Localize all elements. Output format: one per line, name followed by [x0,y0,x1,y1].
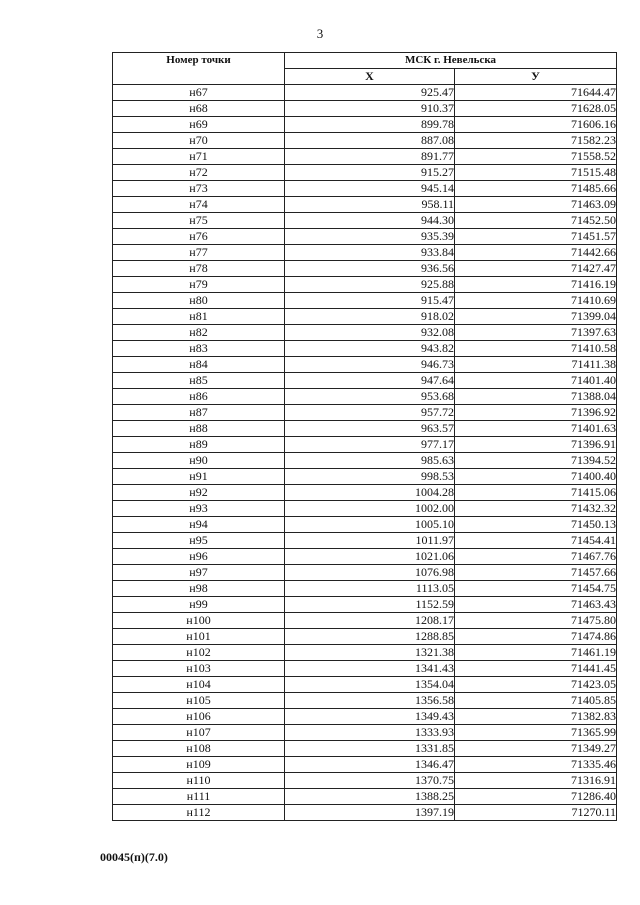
y-value-cell: 71349.27 [455,741,617,757]
y-value-cell: 71467.76 [455,549,617,565]
y-value-cell: 71365.99 [455,725,617,741]
x-value-cell: 933.84 [285,245,455,261]
point-number-cell: н83 [113,341,285,357]
y-value-cell: 71270.11 [455,805,617,821]
y-value-cell: 71644.47 [455,85,617,101]
x-value-cell: 1076.98 [285,565,455,581]
point-number-cell: н67 [113,85,285,101]
coordinates-table-body [113,85,617,821]
table-row [113,757,617,773]
y-value-cell: 71415.06 [455,485,617,501]
y-value-cell: 71628.05 [455,101,617,117]
y-value-cell: 71457.66 [455,565,617,581]
point-number-cell: н111 [113,789,285,805]
x-value-cell: 899.78 [285,117,455,133]
point-number-cell: н94 [113,517,285,533]
y-value-cell: 71452.50 [455,213,617,229]
y-value-cell: 71451.57 [455,229,617,245]
point-number-cell: н74 [113,197,285,213]
x-value-cell: 943.82 [285,341,455,357]
table-row [113,229,617,245]
point-number-cell: н84 [113,357,285,373]
y-value-cell: 71382.83 [455,709,617,725]
y-value-cell: 71286.40 [455,789,617,805]
table-row [113,565,617,581]
point-number-cell: н72 [113,165,285,181]
table-row [113,597,617,613]
point-number-cell: н87 [113,405,285,421]
x-value-cell: 1370.75 [285,773,455,789]
x-value-cell: 1341.43 [285,661,455,677]
x-value-cell: 1113.05 [285,581,455,597]
y-value-cell: 71582.23 [455,133,617,149]
y-value-cell: 71454.41 [455,533,617,549]
point-number-cell: н68 [113,101,285,117]
y-value-cell: 71427.47 [455,261,617,277]
x-value-cell: 1321.38 [285,645,455,661]
x-value-cell: 958.11 [285,197,455,213]
x-value-cell: 925.47 [285,85,455,101]
y-value-cell: 71410.69 [455,293,617,309]
table-row [113,549,617,565]
table-row [113,613,617,629]
y-value-cell: 71396.91 [455,437,617,453]
point-number-cell: н107 [113,725,285,741]
x-value-cell: 945.14 [285,181,455,197]
x-value-cell: 1333.93 [285,725,455,741]
x-value-cell: 1021.06 [285,549,455,565]
table-row [113,341,617,357]
table-row [113,293,617,309]
table-row [113,405,617,421]
point-number-cell: н77 [113,245,285,261]
point-number-cell: н88 [113,421,285,437]
y-value-cell: 71463.09 [455,197,617,213]
x-value-cell: 977.17 [285,437,455,453]
x-value-cell: 936.56 [285,261,455,277]
table-row [113,85,617,101]
x-value-cell: 935.39 [285,229,455,245]
point-number-cell: н110 [113,773,285,789]
x-value-cell: 1356.58 [285,693,455,709]
x-value-cell: 887.08 [285,133,455,149]
x-value-cell: 946.73 [285,357,455,373]
point-number-cell: н79 [113,277,285,293]
table-row [113,181,617,197]
point-number-cell: н93 [113,501,285,517]
point-number-cell: н102 [113,645,285,661]
y-value-cell: 71442.66 [455,245,617,261]
point-number-cell: н103 [113,661,285,677]
x-value-cell: 1004.28 [285,485,455,501]
y-value-cell: 71450.13 [455,517,617,533]
table-row [113,357,617,373]
y-value-cell: 71401.40 [455,373,617,389]
x-value-cell: 1152.59 [285,597,455,613]
table-row [113,677,617,693]
page-number: 3 [316,26,324,41]
table-row [113,581,617,597]
x-value-cell: 918.02 [285,309,455,325]
x-value-cell: 947.64 [285,373,455,389]
point-number-cell: н95 [113,533,285,549]
y-value-cell: 71454.75 [455,581,617,597]
x-value-cell: 1397.19 [285,805,455,821]
table-row [113,101,617,117]
x-value-cell: 944.30 [285,213,455,229]
y-value-cell: 71397.63 [455,325,617,341]
point-number-cell: н82 [113,325,285,341]
point-number-cell: н101 [113,629,285,645]
table-row [113,245,617,261]
point-number-cell: н92 [113,485,285,501]
point-number-cell: н69 [113,117,285,133]
table-row [113,149,617,165]
y-value-cell: 71485.66 [455,181,617,197]
table-row [113,213,617,229]
table-row [113,277,617,293]
table-row [113,197,617,213]
y-value-cell: 71432.32 [455,501,617,517]
table-row [113,261,617,277]
x-value-cell: 1011.97 [285,533,455,549]
y-value-cell: 71316.91 [455,773,617,789]
y-value-cell: 71475.80 [455,613,617,629]
point-number-cell: н108 [113,741,285,757]
point-number-cell: н112 [113,805,285,821]
coordinate-system-header: МСК г. Невельска [285,53,617,69]
point-number-cell: н86 [113,389,285,405]
point-number-header: Номер точки [113,53,285,85]
x-value-cell: 910.37 [285,101,455,117]
point-number-cell: н73 [113,181,285,197]
point-number-cell: н80 [113,293,285,309]
table-row [113,325,617,341]
point-number-cell: н91 [113,469,285,485]
point-number-cell: н109 [113,757,285,773]
y-value-cell: 71401.63 [455,421,617,437]
point-number-cell: н70 [113,133,285,149]
point-number-cell: н81 [113,309,285,325]
x-value-cell: 957.72 [285,405,455,421]
x-value-cell: 915.47 [285,293,455,309]
y-value-cell: 71405.85 [455,693,617,709]
table-row [113,485,617,501]
table-row [113,165,617,181]
table-row [113,805,617,821]
table-row [113,741,617,757]
x-column-header: X [285,69,455,85]
x-value-cell: 1354.04 [285,677,455,693]
table-row [113,533,617,549]
point-number-cell: н100 [113,613,285,629]
table-row [113,501,617,517]
point-number-cell: н98 [113,581,285,597]
table-row [113,693,617,709]
y-value-cell: 71400.40 [455,469,617,485]
y-value-cell: 71416.19 [455,277,617,293]
point-number-cell: н76 [113,229,285,245]
y-value-cell: 71399.04 [455,309,617,325]
x-value-cell: 932.08 [285,325,455,341]
point-number-cell: н99 [113,597,285,613]
y-value-cell: 71474.86 [455,629,617,645]
point-number-cell: н89 [113,437,285,453]
point-number-cell: н78 [113,261,285,277]
table-row [113,453,617,469]
y-column-header: У [455,69,617,85]
coordinates-table [112,52,617,821]
x-value-cell: 1349.43 [285,709,455,725]
y-value-cell: 71335.46 [455,757,617,773]
table-row [113,789,617,805]
table-row [113,517,617,533]
y-value-cell: 71461.19 [455,645,617,661]
x-value-cell: 925.88 [285,277,455,293]
y-value-cell: 71394.52 [455,453,617,469]
table-row [113,133,617,149]
x-value-cell: 1346.47 [285,757,455,773]
y-value-cell: 71463.43 [455,597,617,613]
table-row [113,709,617,725]
table-row [113,437,617,453]
x-value-cell: 953.68 [285,389,455,405]
table-row [113,389,617,405]
table-row [113,725,617,741]
x-value-cell: 998.53 [285,469,455,485]
point-number-cell: н97 [113,565,285,581]
table-row [113,309,617,325]
table-row [113,421,617,437]
document-code: 00045(п)(7.0) [100,850,168,864]
point-number-cell: н85 [113,373,285,389]
point-number-cell: н90 [113,453,285,469]
point-number-cell: н106 [113,709,285,725]
y-value-cell: 71388.04 [455,389,617,405]
table-row [113,773,617,789]
x-value-cell: 1288.85 [285,629,455,645]
x-value-cell: 915.27 [285,165,455,181]
y-value-cell: 71411.38 [455,357,617,373]
table-row [113,117,617,133]
x-value-cell: 1208.17 [285,613,455,629]
point-number-cell: н75 [113,213,285,229]
y-value-cell: 71558.52 [455,149,617,165]
table-row [113,645,617,661]
x-value-cell: 891.77 [285,149,455,165]
table-row [113,373,617,389]
point-number-cell: н105 [113,693,285,709]
x-value-cell: 963.57 [285,421,455,437]
y-value-cell: 71515.48 [455,165,617,181]
x-value-cell: 1005.10 [285,517,455,533]
x-value-cell: 1331.85 [285,741,455,757]
table-row [113,629,617,645]
y-value-cell: 71441.45 [455,661,617,677]
point-number-cell: н96 [113,549,285,565]
point-number-cell: н104 [113,677,285,693]
point-number-cell: н71 [113,149,285,165]
x-value-cell: 1388.25 [285,789,455,805]
x-value-cell: 1002.00 [285,501,455,517]
y-value-cell: 71606.16 [455,117,617,133]
table-row [113,469,617,485]
y-value-cell: 71396.92 [455,405,617,421]
x-value-cell: 985.63 [285,453,455,469]
table-row [113,661,617,677]
y-value-cell: 71423.05 [455,677,617,693]
y-value-cell: 71410.58 [455,341,617,357]
